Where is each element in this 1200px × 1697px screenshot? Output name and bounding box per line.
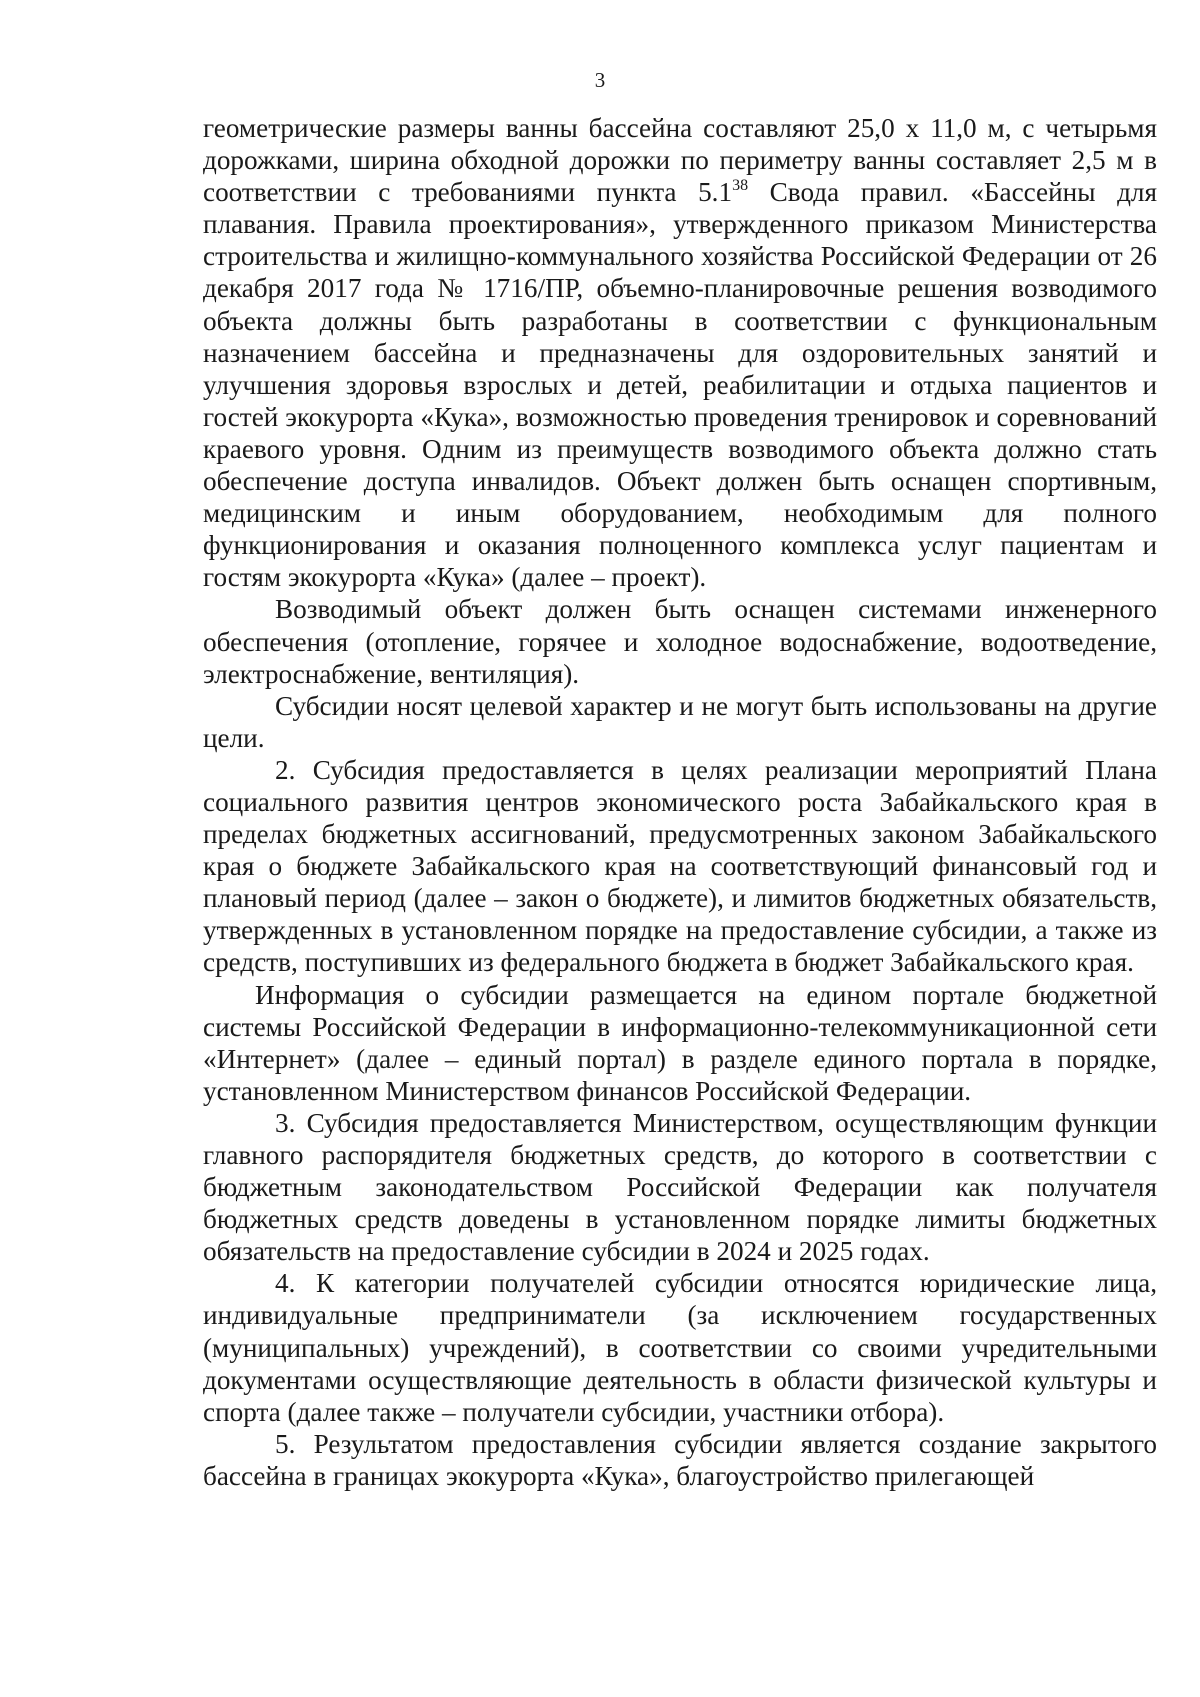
paragraph-subsidy-purpose: Субсидии носят целевой характер и не могут быть использованы на другие цели. <box>203 690 1157 753</box>
paragraph-text: геометрические размеры ванны бассейна составляют 25,0 х 11,0 м, с четырьмя дорожками, ширина обходной дорожки по периметру ванны составляет 2,5 м в соответствии с требованиями пункта 5.1 <box>203 113 1157 208</box>
paragraph-engineering-systems: Возводимый объект должен быть оснащен системами инженерного обеспечения (отопление, горячее и холодное водоснабжение, водоотведение, электроснабжение, вентиляция). <box>203 594 1157 689</box>
paragraph-clause-5: 5. Результатом предоставления субсидии является создание закрытого бассейна в границах экокурорта «Кука», благоустройство прилегающей <box>203 1428 1157 1491</box>
superscript-reference: 38 <box>732 177 749 195</box>
paragraph-portal-info: Информация о субсидии размещается на едином портале бюджетной системы Российской Федерации в информационно-телекоммуникационной сети «Интернет» (далее – единый портал) в разделе единого портала в порядке, установленном Министерством финансов Российской Федерации. <box>203 979 1157 1106</box>
paragraph-clause-3: 3. Субсидия предоставляется Министерством, осуществляющим функции главного распорядителя бюджетных средств, до которого в соответствии с бюджетным законодательством Российской Федерации как получателя бюджетных средств доведены в установленном порядке лимиты бюджетных обязательств на предоставление субсидии в 2024 и 2025 годах. <box>203 1107 1157 1267</box>
page-number: 3 <box>594 68 606 92</box>
paragraph-text: Свода правил. «Бассейны для плавания. Правила проектирования», утвержденного приказом Министерства строительства и жилищно-коммунального хозяйства Российской Федерации от 26 декабря 2017 года № 1716/ПР, объемно-планировочные решения возводимого объекта должны быть разработаны в соответствии с функциональным назначением бассейна и предназначены для оздоровительных занятий и улучшения здоровья взрослых и детей, реабилитации и отдыха пациентов и гостей экокурорта «Кука», возможностью проведения тренировок и соревнований краевого уровня. Одним из преимуществ возводимого объекта должно стать обеспечение доступа инвалидов. Объект должен быть оснащен спортивным, медицинским и иным оборудованием, необходимым для полного функционирования и оказания полноценного комплекса услуг пациентам и гостям экокурорта «Кука» (далее – проект). <box>203 177 1157 593</box>
paragraph-pool-dimensions <box>203 112 1157 593</box>
document-body <box>203 112 1157 1492</box>
paragraph-clause-4: 4. К категории получателей субсидии относятся юридические лица, индивидуальные предприниматели (за исключением государственных (муниципальных) учреждений), в соответствии со своими учредительными документами осуществляющие деятельность в области физической культуры и спорта (далее также – получатели субсидии, участники отбора). <box>203 1268 1157 1427</box>
paragraph-clause-2: 2. Субсидия предоставляется в целях реализации мероприятий Плана социального развития центров экономического роста Забайкальского края в пределах бюджетных ассигнований, предусмотренных законом Забайкальского края о бюджете Забайкальского края на соответствующий финансовый год и плановый период (далее – закон о бюджете), и лимитов бюджетных обязательств, утвержденных в установленном порядке на предоставление субсидии, а также из средств, поступивших из федерального бюджета в бюджет Забайкальского края. <box>203 754 1157 978</box>
